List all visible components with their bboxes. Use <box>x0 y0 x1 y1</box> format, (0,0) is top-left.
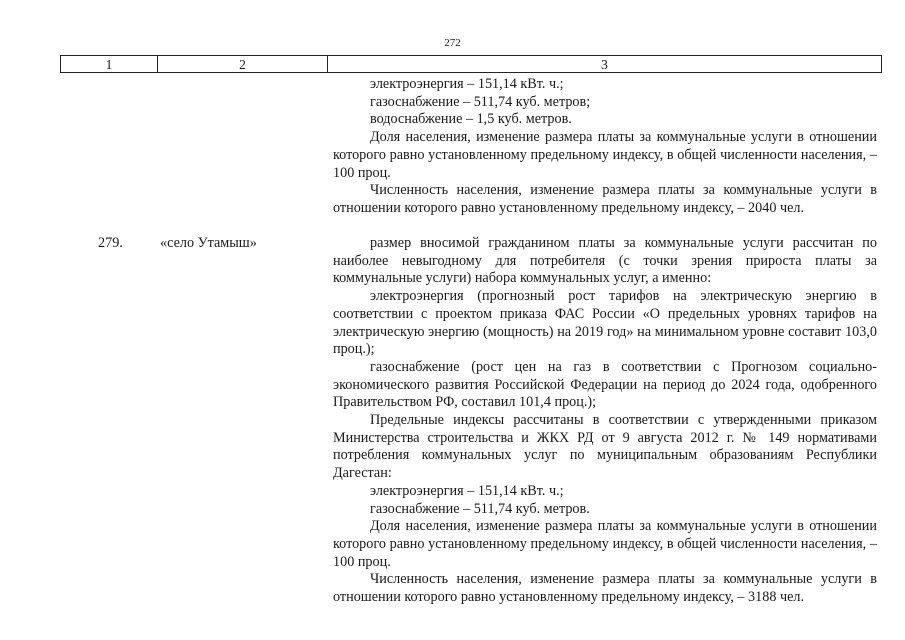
table-header <box>60 55 882 73</box>
page-number: 272 <box>444 37 461 49</box>
column-header-1: 1 <box>61 56 158 72</box>
settlement-name: «село Утамыш» <box>160 235 257 251</box>
paragraph: газоснабжение – 511,74 куб. метров. <box>370 500 590 517</box>
paragraph: размер вносимой гражданином платы за коммунальные услуги рассчитан по наиболее невыгодному для потребителя (с точки зрения прироста платы за коммунальные услуги) набора коммунальных услуг, а именно: <box>333 235 877 287</box>
paragraph: Предельные индексы рассчитаны в соответствии с утвержденными приказом Министерства строительства и ЖКХ РД от 9 августа 2012 г. № 149 нормативами потребления коммунальных услуг по муниципальным образованиям Республики Дагестан: <box>333 412 877 482</box>
paragraph: электроэнергия (прогнозный рост тарифов на электрическую энергию в соответствии с проектом приказа ФАС России «О предельных уровнях тарифов на электрическую энергию (мощность) на 2019 год» на минимальном уровне составит 103,0 проц.); <box>333 288 877 358</box>
column-header-3: 3 <box>601 56 608 72</box>
paragraph: Численность населения, изменение размера платы за коммунальные услуги в отношении которого равно установленному предельному индексу, – 2040 чел. <box>333 182 877 216</box>
row-279-text <box>333 235 877 607</box>
paragraph: электроэнергия – 151,14 кВт. ч.; <box>370 482 564 499</box>
continuation-text <box>333 76 877 218</box>
column-header-2: 2 <box>158 56 328 72</box>
paragraph: газоснабжение (рост цен на газ в соответствии с Прогнозом социально-экономического развития Российской Федерации на период до 2024 года, одобренного Правительством РФ, составил 101,4 проц.); <box>333 358 877 411</box>
paragraph: Доля населения, изменение размера платы за коммунальные услуги в отношении которого равно установленному предельному индексу, в общей численности населения, – 100 проц. <box>333 518 877 570</box>
paragraph: Доля населения, изменение размера платы за коммунальные услуги в отношении которого равно установленному предельному индексу, в общей численности населения, – 100 проц. <box>333 129 877 181</box>
paragraph: электроэнергия – 151,14 кВт. ч.; <box>370 76 564 92</box>
row-number: 279. <box>98 235 123 251</box>
paragraph: Численность населения, изменение размера платы за коммунальные услуги в отношении которого равно установленному предельному индексу, – 3188 чел. <box>333 571 877 606</box>
paragraph: газоснабжение – 511,74 куб. метров; <box>370 93 591 110</box>
paragraph: водоснабжение – 1,5 куб. метров. <box>370 111 572 128</box>
